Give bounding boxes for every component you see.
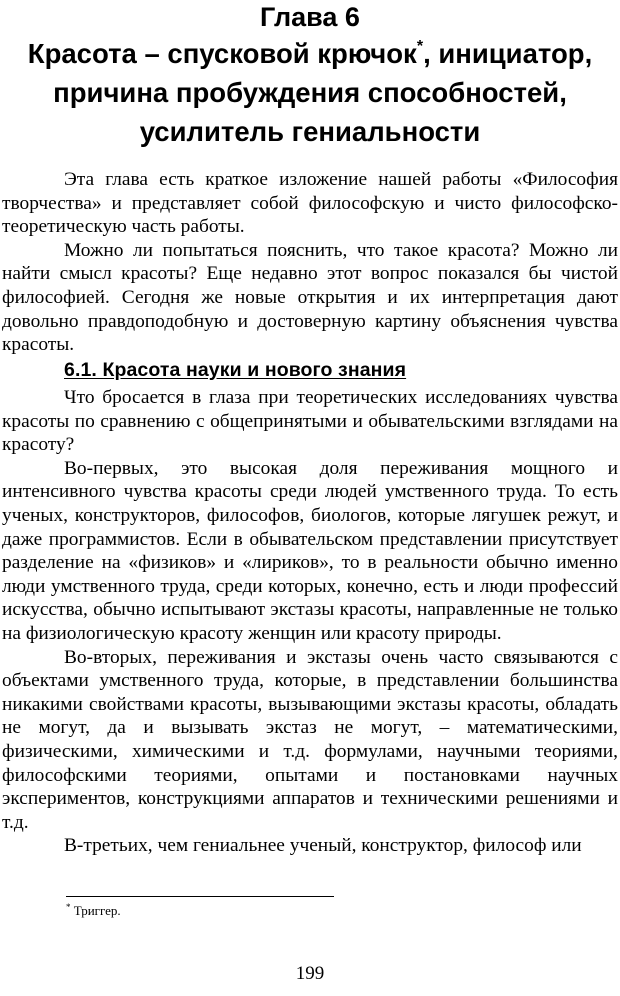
page-number: 199 <box>295 963 325 984</box>
chapter-number-label: Глава 6 <box>260 2 360 32</box>
section-heading: 6.1. Красота науки и нового знания <box>64 359 407 381</box>
chapter-title-line-3: усилитель гениальности <box>139 116 481 147</box>
section-body <box>2 386 618 858</box>
footnote <box>66 903 121 919</box>
section-paragraph: Во-вторых, переживания и экстазы очень часто связываются с объектами умственного труда, которые, в представлении большинства никакими свойствами красоты, вызывающими экстазы красоты, обладать не могут, да и вызывать экстаз не могут, – математическими, физическими, химическими и т.д. формулами, научными теориями, философскими теориями, опытами и постановками научных экспериментов, конструкциями аппаратов и техническими решениями и т.д. <box>2 646 618 833</box>
footnote-mark: * <box>66 902 71 912</box>
intro-paragraph: Можно ли попытаться пояснить, что такое красота? Можно ли найти смысл красоты? Еще недавно этот вопрос показался бы чистой философией. Сегодня же новые открытия и их интерпретация дают довольно правдоподобную и достоверную картину объяснения чувства красоты. <box>2 239 618 356</box>
section-paragraph: Во-первых, это высокая доля переживания мощного и интенсивного чувства красоты среди людей умственного труда. То есть ученых, конструкторов, философов, биологов, которые лягушек режут, и даже программистов. Если в обывательском представлении присутствует разделение на «физиков» и «лириков», то в реальности обычно именно люди умственного труда, среди которых, конечно, есть и люди профессий искусства, обычно испытывают экстазы красоты, направленные не только на физиологическую красоту женщин или красоту природы. <box>2 457 618 644</box>
footnote-divider <box>66 896 334 897</box>
chapter-title-line-1-start: Красота – спусковой крючок <box>27 38 417 69</box>
section-paragraph: В-третьих, чем гениальнее ученый, конструктор, философ или <box>64 835 582 857</box>
chapter-title <box>0 34 620 151</box>
intro-paragraph: Эта глава есть краткое изложение нашей работы «Философия творчества» и представляет собой философскую и чисто философско-теоретическую часть работы. <box>2 169 618 238</box>
chapter-title-line-2: причина пробуждения способностей, <box>53 77 567 108</box>
footnote-text: Триггер. <box>70 903 121 918</box>
chapter-title-line-1-end: , инициатор, <box>423 38 593 69</box>
chapter-intro <box>2 168 618 357</box>
footnote-reference-mark[interactable]: * <box>416 38 424 55</box>
chapter-title-line-1 <box>28 38 592 69</box>
section-paragraph: Что бросается в глаза при теоретических исследованиях чувства красоты по сравнению с общепринятыми и обывательскими взглядами на красоту? <box>2 387 618 456</box>
